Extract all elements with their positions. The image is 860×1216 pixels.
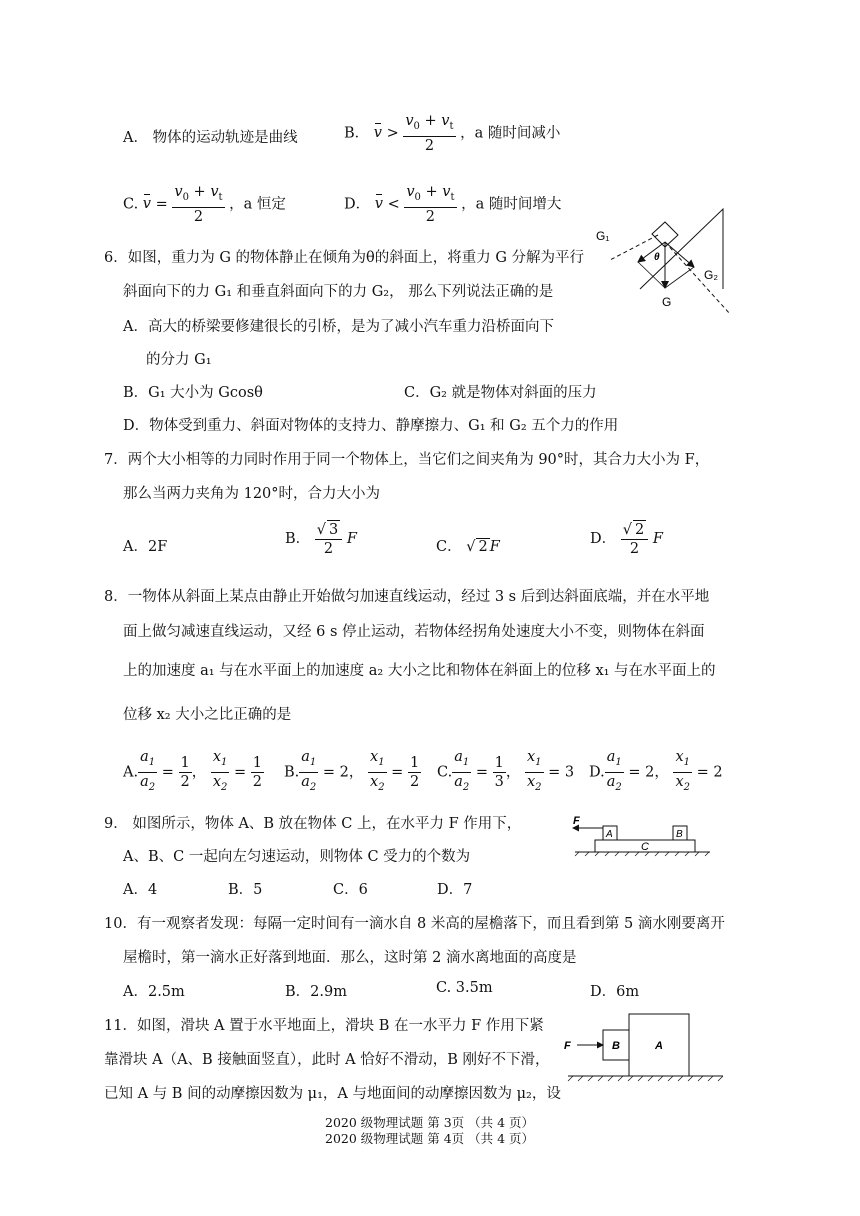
q5-option-d-suffix: ，a 随时间增大 — [461, 196, 562, 213]
q6-option-c: C．G₂ 就是物体对斜面的压力 — [404, 385, 597, 401]
q5-option-b: B． v > $\frac{v_0 + v_t}{2}$ ，a 随时间减小 — [344, 113, 561, 154]
q7-option-d-label: D． — [590, 531, 617, 547]
blocks-ab-diagram — [563, 1008, 728, 1088]
q10-stem-line2: 屋檐时，第一滴水正好落到地面．那么，这时第 2 滴水离地面的高度是 — [123, 950, 577, 966]
q7-stem-line2: 那么当两力夹角为 120°时，合力大小为 — [123, 486, 381, 502]
q10-option-a: A．2.5m — [123, 984, 185, 1000]
q7-option-a: A．2F — [123, 539, 168, 555]
incline-force-diagram — [590, 204, 760, 320]
q11-stem-line2: 靠滑块 A（A、B 接触面竖直），此时 A 恰好不滑动，B 刚好不下滑， — [104, 1052, 550, 1068]
q5-option-b-suffix: ，a 随时间减小 — [460, 125, 561, 142]
parallelogram-edge — [638, 262, 665, 288]
q5-c-fraction: $\frac{v_0 + v_t}{2}$ — [174, 184, 223, 225]
v-bar: v — [374, 196, 383, 213]
theta-label: θ — [654, 252, 660, 263]
q9-stem-line1: 9． 如图所示，物体 A、B 放在物体 C 上，在水平力 F 作用下， — [104, 816, 522, 832]
q5-option-d-label: D． — [344, 196, 371, 213]
v-bar: v — [373, 125, 382, 142]
q10-option-b: B．2.9m — [285, 984, 347, 1000]
normal-extension-line — [665, 242, 730, 314]
q7-option-b-label: B． — [285, 531, 311, 547]
g1-arrow — [638, 242, 665, 262]
q5-option-a: A． 物体的运动轨迹是曲线 — [123, 130, 298, 146]
q10-option-c: C. 3.5m — [436, 980, 493, 996]
q6-option-a-line2: 的分力 G₁ — [146, 352, 212, 368]
q8-option-c: C. $\frac{a_1}{a_2}$ = $\frac{1}{3}$ ， $\frac{x_1}{x_2}$ = 3 — [437, 749, 575, 793]
v-bar: v — [142, 196, 151, 213]
q7-option-d: D． $\frac{√ 2}{2}$ F — [590, 522, 663, 557]
q8-stem-line3: 上的加速度 a₁ 与在水平面上的加速度 a₂ 大小之比和物体在斜面上的位移 x₁ 与在水平面上的 — [123, 663, 716, 679]
q5-option-b-label: B． — [344, 125, 370, 142]
q7-b-fraction: $\frac{√ 3}{2}$ — [315, 520, 342, 558]
q7-option-b: B． $\frac{√ 3}{2}$ F — [285, 522, 357, 557]
force-f-label: F — [573, 815, 580, 827]
block-c-label: C — [641, 841, 649, 853]
g1-label: G₁ — [596, 229, 610, 243]
q9-option-b: B．5 — [228, 882, 263, 898]
g-label: G — [662, 295, 672, 309]
q8-option-b-label: B. — [284, 764, 300, 781]
q7-d-fraction: $\frac{√ 2}{2}$ — [621, 520, 648, 558]
q8-option-a-label: A. — [123, 764, 139, 781]
q9-option-c: C．6 — [333, 882, 368, 898]
q8-option-d: D. $\frac{a_1}{a_2}$ = 2， $\frac{x_1}{x_2}$ = 2 — [589, 749, 723, 793]
block-b-label: B — [676, 829, 683, 840]
q8-option-b: B. $\frac{a_1}{a_2}$ = 2， $\frac{x_1}{x_2}$ = $\frac{1}{2}$ — [284, 749, 420, 793]
q8-stem-line4: 位移 x₂ 大小之比正确的是 — [123, 707, 292, 723]
q5-option-d: D． v < $\frac{v_0 + v_t}{2}$ ，a 随时间增大 — [344, 184, 562, 225]
ground-hatching — [568, 1076, 723, 1081]
q5-d-fraction: $\frac{v_0 + v_t}{2}$ — [406, 184, 455, 225]
q7-stem-line1: 7．两个大小相等的力同时作用于同一个物体上，当它们之间夹角为 90°时，其合力大小为 F， — [104, 452, 710, 468]
g2-arrow — [665, 242, 694, 267]
q9-option-a: A．4 — [123, 882, 158, 898]
block-a-label: A — [655, 1040, 663, 1052]
q8-option-c-label: C. — [437, 764, 453, 781]
q8-stem-line1: 8．一物体从斜面上某点由静止开始做匀加速直线运动，经过 3 s 后到达斜面底端，并在水平地 — [104, 589, 710, 605]
page-footer-line1: 2020 级物理试题 第 3页 （共 4 页） — [325, 1115, 535, 1130]
q11-stem-line1: 11．如图，滑块 A 置于水平地面上，滑块 B 在一水平力 F 作用下紧 — [104, 1018, 544, 1034]
page-footer-line2: 2020 级物理试题 第 4页 （共 4 页） — [325, 1131, 535, 1146]
q5-option-c-suffix: ，a 恒定 — [229, 196, 286, 213]
q6-option-a-line1: A．高大的桥梁要修建很长的引桥，是为了减小汽车重力沿桥面向下 — [123, 319, 554, 335]
q5-option-c-label: C. — [123, 196, 139, 213]
blocks-abc-diagram — [565, 810, 715, 864]
q6-stem-line1: 6．如图，重力为 G 的物体静止在倾角为θ的斜面上，将重力 G 分解为平行 — [104, 250, 585, 266]
q7-option-c: C． √ 2 F — [436, 539, 500, 555]
q8-option-a: A. $\frac{a_1}{a_2}$ = $\frac{1}{2}$ ， $\frac{x_1}{x_2}$ = $\frac{1}{2}$ — [123, 749, 263, 793]
q9-option-d: D．7 — [437, 882, 473, 898]
q9-stem-line2: A、B、C 一起向左匀速运动，则物体 C 受力的个数为 — [123, 849, 471, 865]
block-a-label: A — [606, 829, 613, 840]
q8-stem-line2: 面上做匀减速直线运动，又经 6 s 停止运动，若物体经拐角处速度大小不变，则物体在斜面 — [123, 624, 705, 640]
block-b-label: B — [612, 1040, 620, 1052]
q6-option-d: D．物体受到重力、斜面对物体的支持力、静摩擦力、G₁ 和 G₂ 五个力的作用 — [123, 418, 619, 434]
parallelogram-edge — [665, 267, 694, 288]
q5-option-c: C. v = $\frac{v_0 + v_t}{2}$ ，a 恒定 — [123, 184, 286, 225]
q10-option-d: D．6m — [590, 984, 640, 1000]
q7-option-c-label: C． — [436, 539, 462, 555]
g2-label: G₂ — [704, 268, 718, 282]
force-f-label: F — [564, 1040, 571, 1052]
q11-stem-line3: 已知 A 与 B 间的动摩擦因数为 μ₁，A 与地面间的动摩擦因数为 μ₂，设 — [104, 1086, 561, 1102]
q8-option-d-label: D. — [589, 764, 605, 781]
q10-stem-line1: 10．有一观察者发现：每隔一定时间有一滴水自 8 米高的屋檐落下，而且看到第 5 滴水刚要离开 — [104, 916, 725, 932]
q6-stem-line2: 斜面向下的力 G₁ 和垂直斜面向下的力 G₂， 那么下列说法正确的是 — [123, 284, 554, 300]
q6-option-b: B．G₁ 大小为 Gcosθ — [123, 385, 263, 401]
q5-b-fraction: $\frac{v_0 + v_t}{2}$ — [405, 113, 454, 154]
incline-extension-line — [610, 235, 658, 260]
